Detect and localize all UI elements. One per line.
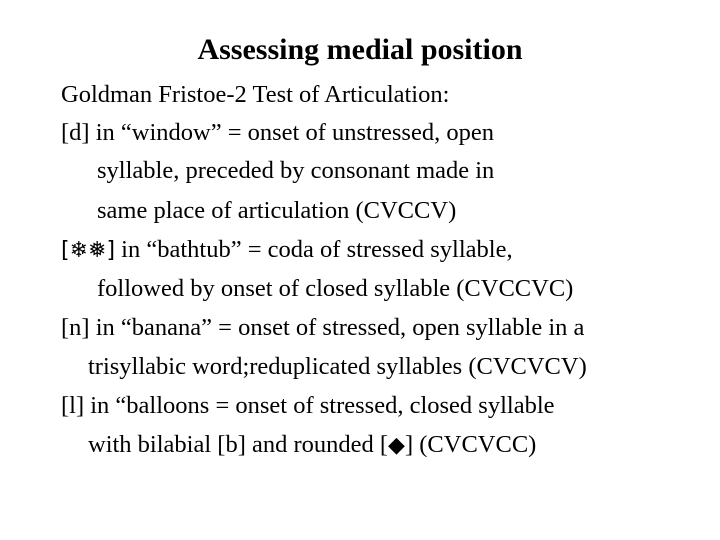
slide-title: Assessing medial position bbox=[197, 33, 523, 66]
body-line-7: [n] in “banana” = onset of stressed, open syllable in a bbox=[61, 314, 585, 341]
body-line-10-text: with bilabial [b] and rounded [ bbox=[88, 431, 389, 458]
body-line-3: syllable, preceded by consonant made in bbox=[97, 157, 495, 184]
body-line-5-text: in “bathtub” = coda of stressed syllable, bbox=[121, 236, 513, 263]
body-line-4: same place of articulation (CVCCV) bbox=[97, 197, 457, 224]
body-line-6: followed by onset of closed syllable (CVCCVC) bbox=[97, 275, 574, 302]
body-line-10-tail: ] (CVCVCC) bbox=[404, 431, 537, 458]
diamond-glyph: ◆ bbox=[388, 433, 405, 458]
phonetic-symbol-glyphs: [❄❅] bbox=[61, 238, 116, 263]
body-line-10 bbox=[88, 430, 536, 460]
body-line-1: Goldman Fristoe-2 Test of Articulation: bbox=[61, 81, 450, 108]
body-line-9: [l] in “balloons = onset of stressed, closed syllable bbox=[61, 392, 555, 419]
body-line-5 bbox=[61, 235, 513, 265]
body-line-2: [d] in “window” = onset of unstressed, open bbox=[61, 119, 494, 146]
body-line-8: trisyllabic word;reduplicated syllables (CVCVCV) bbox=[88, 353, 587, 380]
